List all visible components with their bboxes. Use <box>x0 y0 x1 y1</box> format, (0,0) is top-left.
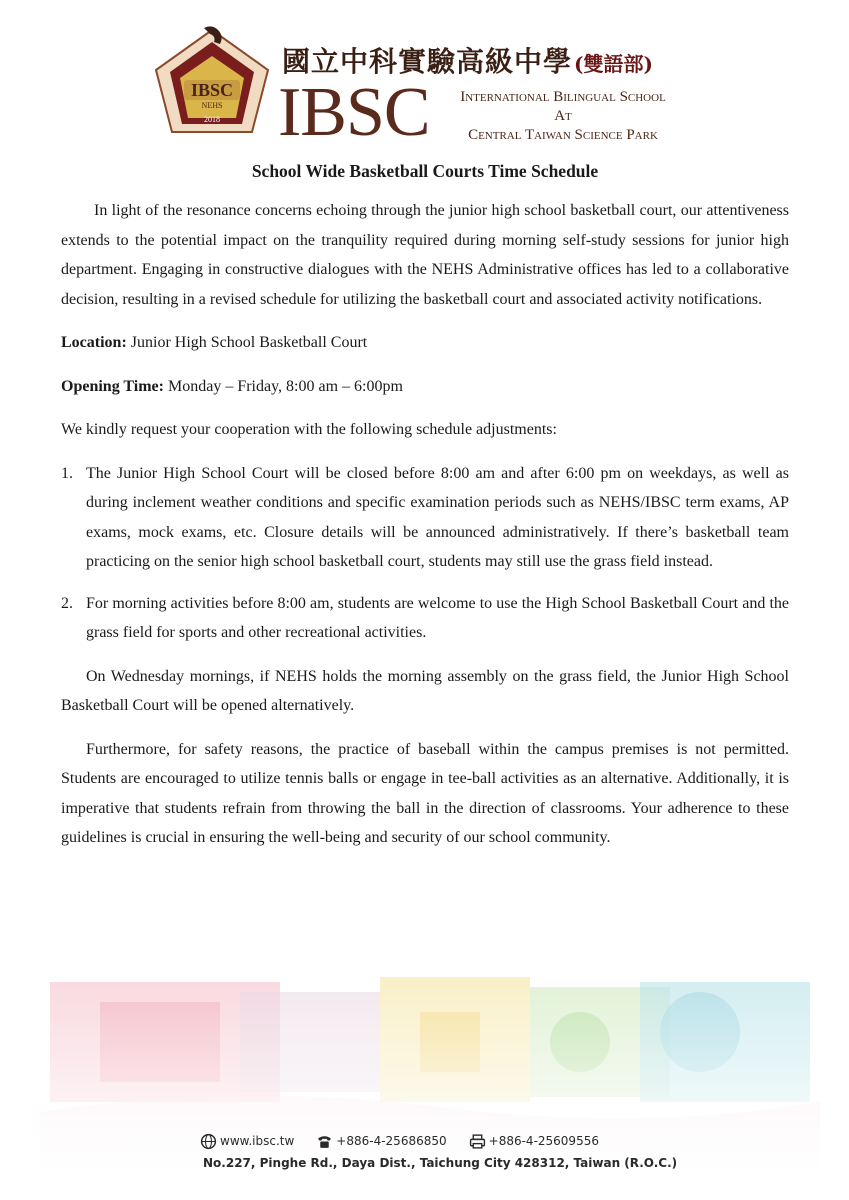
list-item-text: The Junior High School Court will be closed before 8:00 am and after 6:00 pm on weekdays, as well as during inclement weather conditions and specific examination periods such as NEHS/IBSC term exams, AP exams, mock exams, etc. Closure details will be announced administratively. If there’s basketball team practicing on the senior high school basketball court, students may still use the grass field instead. <box>86 464 789 570</box>
list-item-text: For morning activities before 8:00 am, students are welcome to use the High School Basketball Court and the grass field for sports and other recreational activities. <box>86 594 789 641</box>
wednesday-paragraph: On Wednesday mornings, if NEHS holds the morning assembly on the grass field, the Junior High School Basketball Court will be opened alternatively. <box>61 667 789 714</box>
letterhead <box>148 22 688 151</box>
fax-number: +886-4-25609556 <box>488 1134 599 1148</box>
chinese-subtitle: (雙語部) <box>574 52 653 76</box>
chinese-title-text: 國立中科實驗高級中學 <box>282 45 573 78</box>
opening-time-label: Opening Time: <box>61 377 164 395</box>
document-body <box>61 158 789 867</box>
phone-icon <box>316 1133 333 1150</box>
school-crest-logo <box>148 22 276 144</box>
list-item-number: 1. <box>61 464 73 482</box>
globe-icon <box>200 1133 217 1150</box>
contact-footer <box>200 1130 678 1174</box>
ibsc-wordmark: IBSC <box>278 74 430 151</box>
schedule-list <box>61 459 789 648</box>
list-item-number: 2. <box>61 594 73 612</box>
list-item <box>61 459 789 577</box>
intro-paragraph: In light of the resonance concerns echoing through the junior high school basketball court, our attentiveness extends to the potential impact on the tranquility required during morning self-study sessions for junior high department. Engaging in constructive dialogues with the NEHS Administrative offices has led to a collaborative decision, resulting in a revised schedule for utilizing the basketball court and associated activity notifications. <box>61 202 789 308</box>
website-item <box>200 1133 294 1150</box>
opening-time-value: Monday – Friday, 8:00 am – 6:00pm <box>167 377 403 395</box>
location-value: Junior High School Basketball Court <box>130 334 368 351</box>
school-address: No.227, Pinghe Rd., Daya Dist., Taichung City 428312, Taiwan (R.O.C.) <box>203 1156 678 1170</box>
fax-icon <box>469 1133 486 1150</box>
address-row <box>200 1152 678 1174</box>
svg-text:IBSC: IBSC <box>190 80 234 100</box>
location-label: Location: <box>61 334 127 351</box>
location-line <box>61 328 789 358</box>
school-name-line-2: At <box>554 108 572 124</box>
list-item <box>61 589 789 648</box>
opening-time-line <box>61 372 789 402</box>
svg-text:NEHS: NEHS <box>201 101 223 110</box>
svg-text:2018: 2018 <box>204 115 220 124</box>
phone-item <box>316 1133 446 1150</box>
school-name-line-3: Central Taiwan Science Park <box>468 127 658 143</box>
contact-row <box>200 1130 660 1152</box>
english-school-name <box>438 88 688 145</box>
request-paragraph: We kindly request your cooperation with the following schedule adjustments: <box>61 421 557 438</box>
phone-number: +886-4-25686850 <box>336 1134 447 1148</box>
document-title: School Wide Basketball Courts Time Schedule <box>251 161 599 181</box>
school-name-line-1: International Bilingual School <box>460 89 666 105</box>
fax-item <box>469 1133 599 1150</box>
closing-paragraph: Furthermore, for safety reasons, the practice of baseball within the campus premises is not permitted. Students are encouraged to utilize tennis balls or engage in tee-ball activities as an alternative. Additionally, it is imperative that students refrain from throwing the ball in the direction of classrooms. Your adherence to these guidelines is crucial in ensuring the well-being and security of our school community. <box>61 740 789 846</box>
website-link[interactable]: www.ibsc.tw <box>220 1134 295 1148</box>
